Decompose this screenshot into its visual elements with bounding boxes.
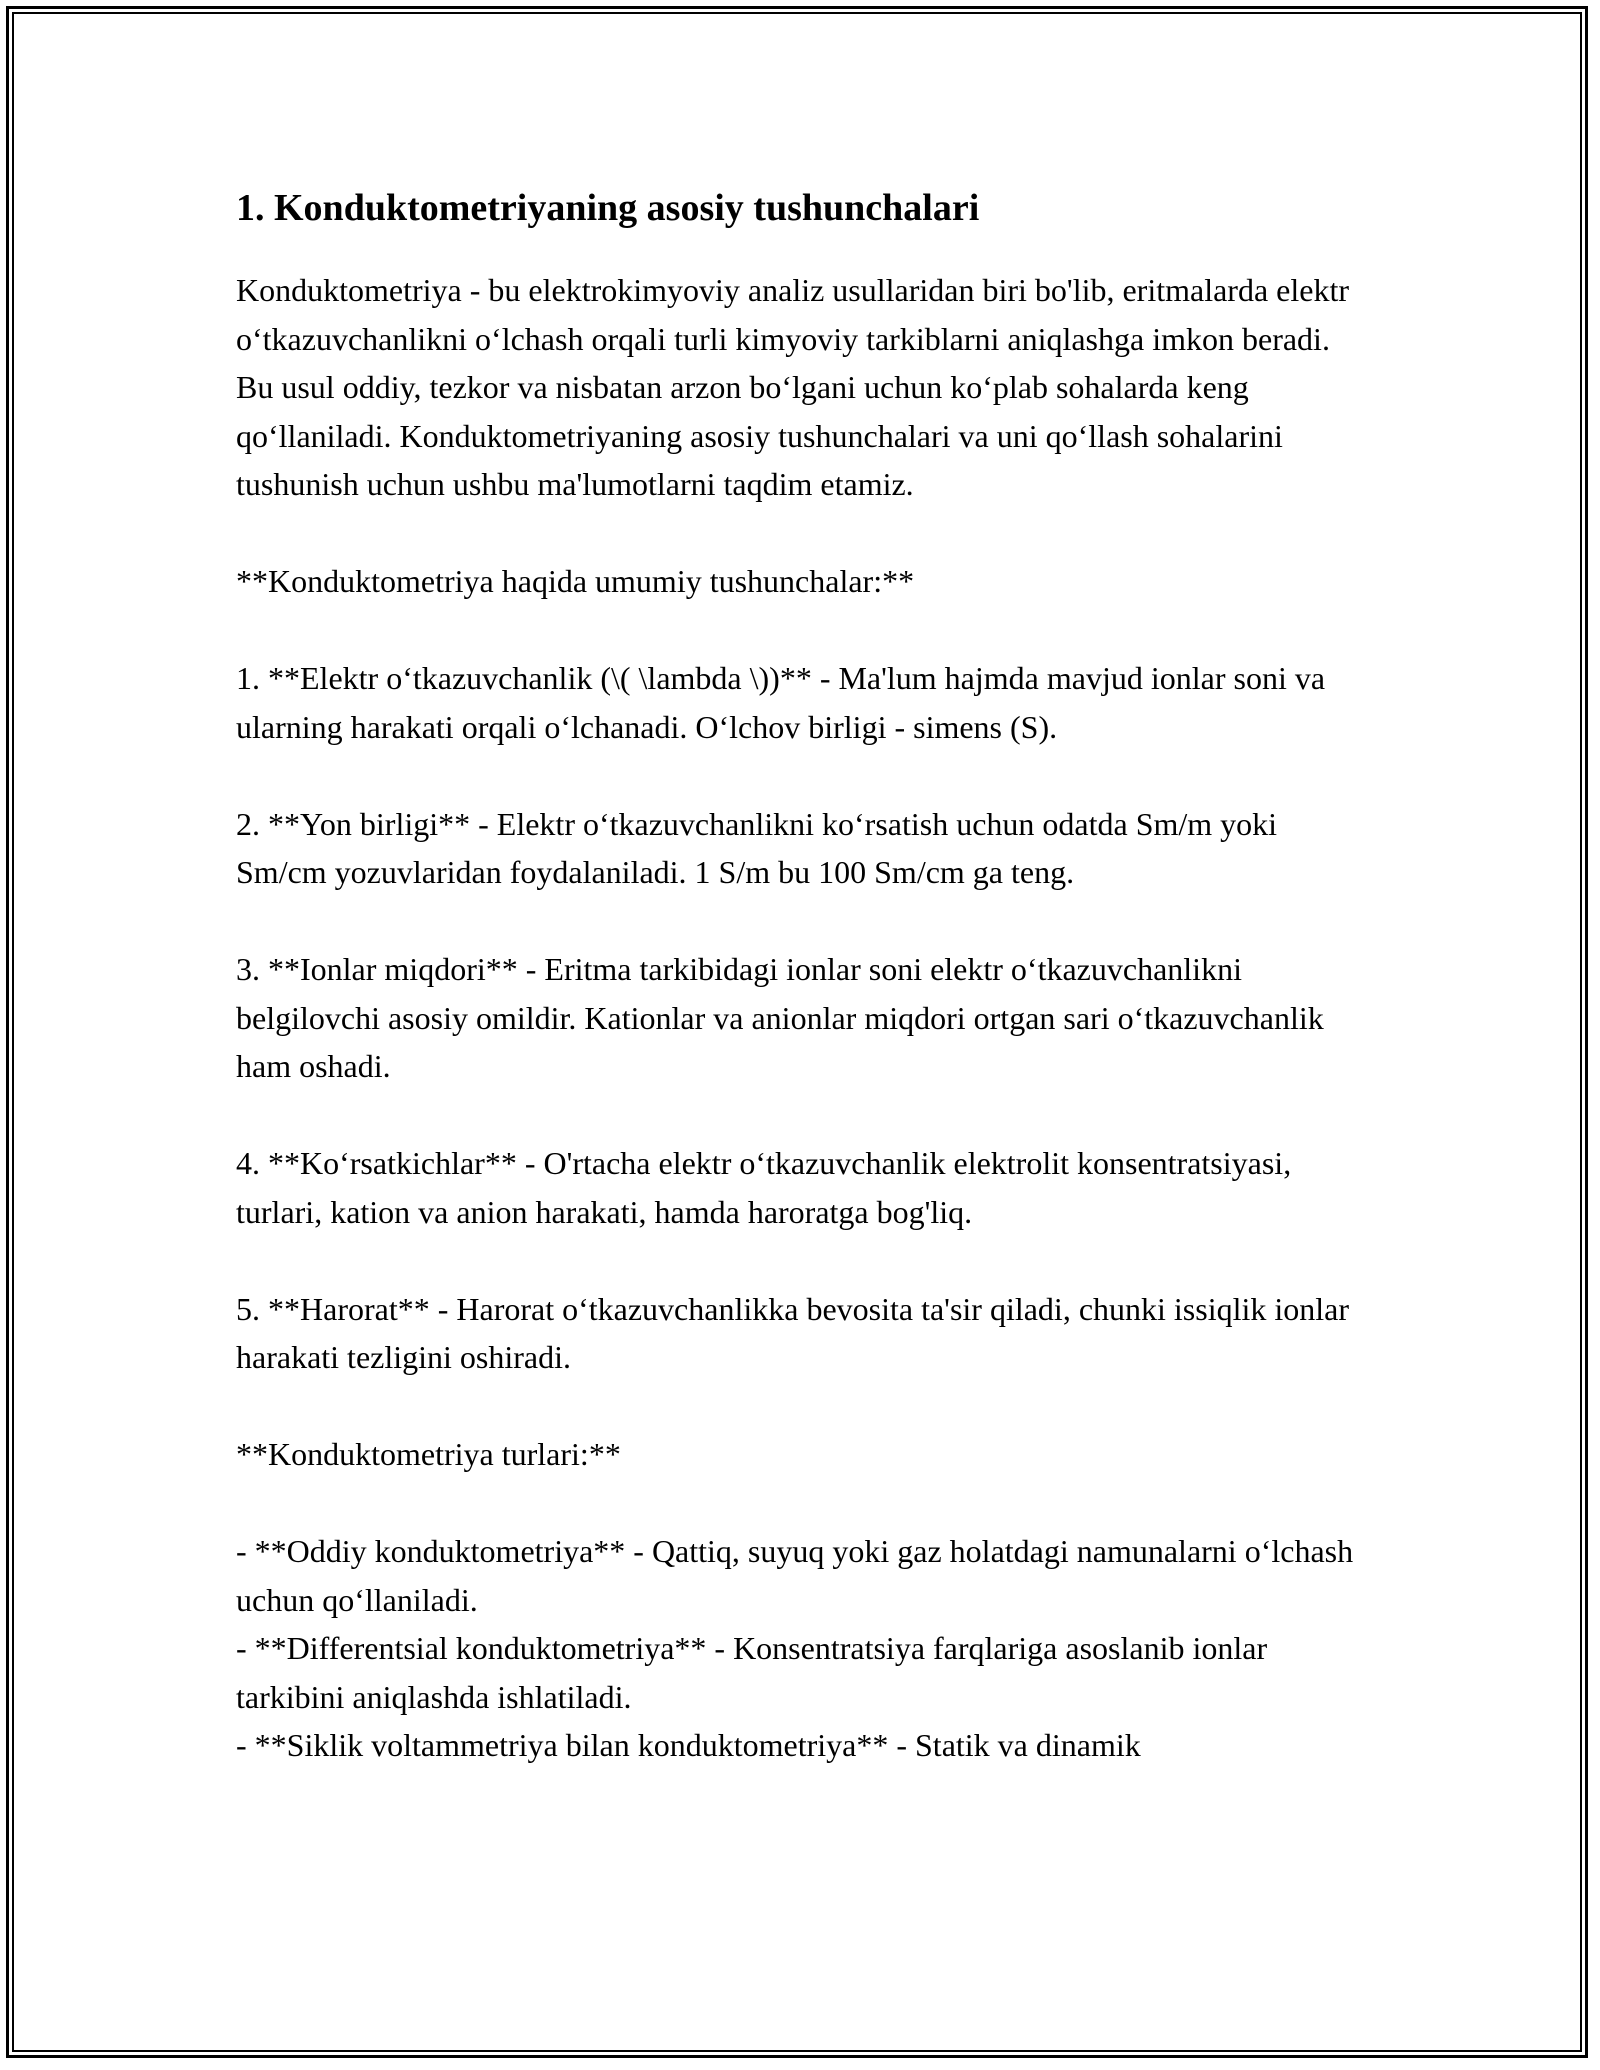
paragraph-gap	[236, 1091, 1366, 1140]
document-heading: 1. Konduktometriyaning asosiy tushunchalari	[236, 187, 980, 229]
list-item: 2. **Yon birligi** - Elektr o‘tkazuvchanlikni ko‘rsatish uchun odatda Sm/m yoki Sm/cm yozuvlaridan foydalaniladi. 1 S/m bu 100 Sm/cm ga teng.	[236, 805, 1286, 890]
list-item: 3. **Ionlar miqdori** - Eritma tarkibidagi ionlar soni elektr o‘tkazuvchanlikni belgilovchi asosiy omildir. Kationlar va anionlar miqdori ortgan sari o‘tkazuvchanlik ham oshadi.	[236, 951, 1332, 1084]
list-item: 5. **Harorat** - Harorat o‘tkazuvchanlikka bevosita ta'sir qiladi, chunki issiqlik ionlar harakati tezligini oshiradi.	[236, 1290, 1358, 1375]
paragraph-gap	[236, 606, 1366, 655]
paragraph-gap	[236, 897, 1366, 946]
list-item: 1. **Elektr o‘tkazuvchanlik (\( \lambda \))** - Ma'lum hajmda mavjud ionlar soni va ularning harakati orqali o‘lchanadi. O‘lchov birligi - simens (S).	[236, 660, 1334, 745]
bullet-item: - **Differentsial konduktometriya** - Konsentratsiya farqlariga asoslanib ionlar tarkibini aniqlashda ishlatiladi.	[236, 1630, 1276, 1715]
bullet-item: - **Oddiy konduktometriya** - Qattiq, suyuq yoki gaz holatdagi namunalarni o‘lchash uchun qo‘llaniladi.	[236, 1533, 1362, 1618]
paragraph-gap	[236, 509, 1366, 558]
section-title-types: **Konduktometriya turlari:**	[236, 1436, 621, 1472]
list-item: 4. **Ko‘rsatkichlar** - O'rtacha elektr o‘tkazuvchanlik elektrolit konsentratsiyasi, turlari, kation va anion harakati, hamda haroratga bog'liq.	[236, 1145, 1300, 1230]
bullet-item: - **Siklik voltammetriya bilan konduktometriya** - Statik va dinamik	[236, 1727, 1141, 1763]
paragraph-gap	[236, 751, 1366, 800]
paragraph-gap	[236, 1479, 1366, 1528]
document-body	[236, 184, 1366, 1770]
paragraph-gap	[236, 1236, 1366, 1285]
section-title-general: **Konduktometriya haqida umumiy tushunchalar:**	[236, 563, 915, 599]
intro-paragraph: Konduktometriya - bu elektrokimyoviy analiz usullaridan biri bo'lib, eritmalarda elektr o‘tkazuvchanlikni o‘lchash orqali turli kimyoviy tarkiblarni aniqlashga imkon beradi. Bu usul oddiy, tezkor va nisbatan arzon bo‘lgani uchun ko‘plab sohalarda keng qo‘llaniladi. Konduktometriyaning asosiy tushunchalari va uni qo‘llash sohalarini tushunish uchun ushbu ma'lumotlarni taqdim etamiz.	[236, 272, 1357, 502]
paragraph-gap	[236, 1382, 1366, 1431]
